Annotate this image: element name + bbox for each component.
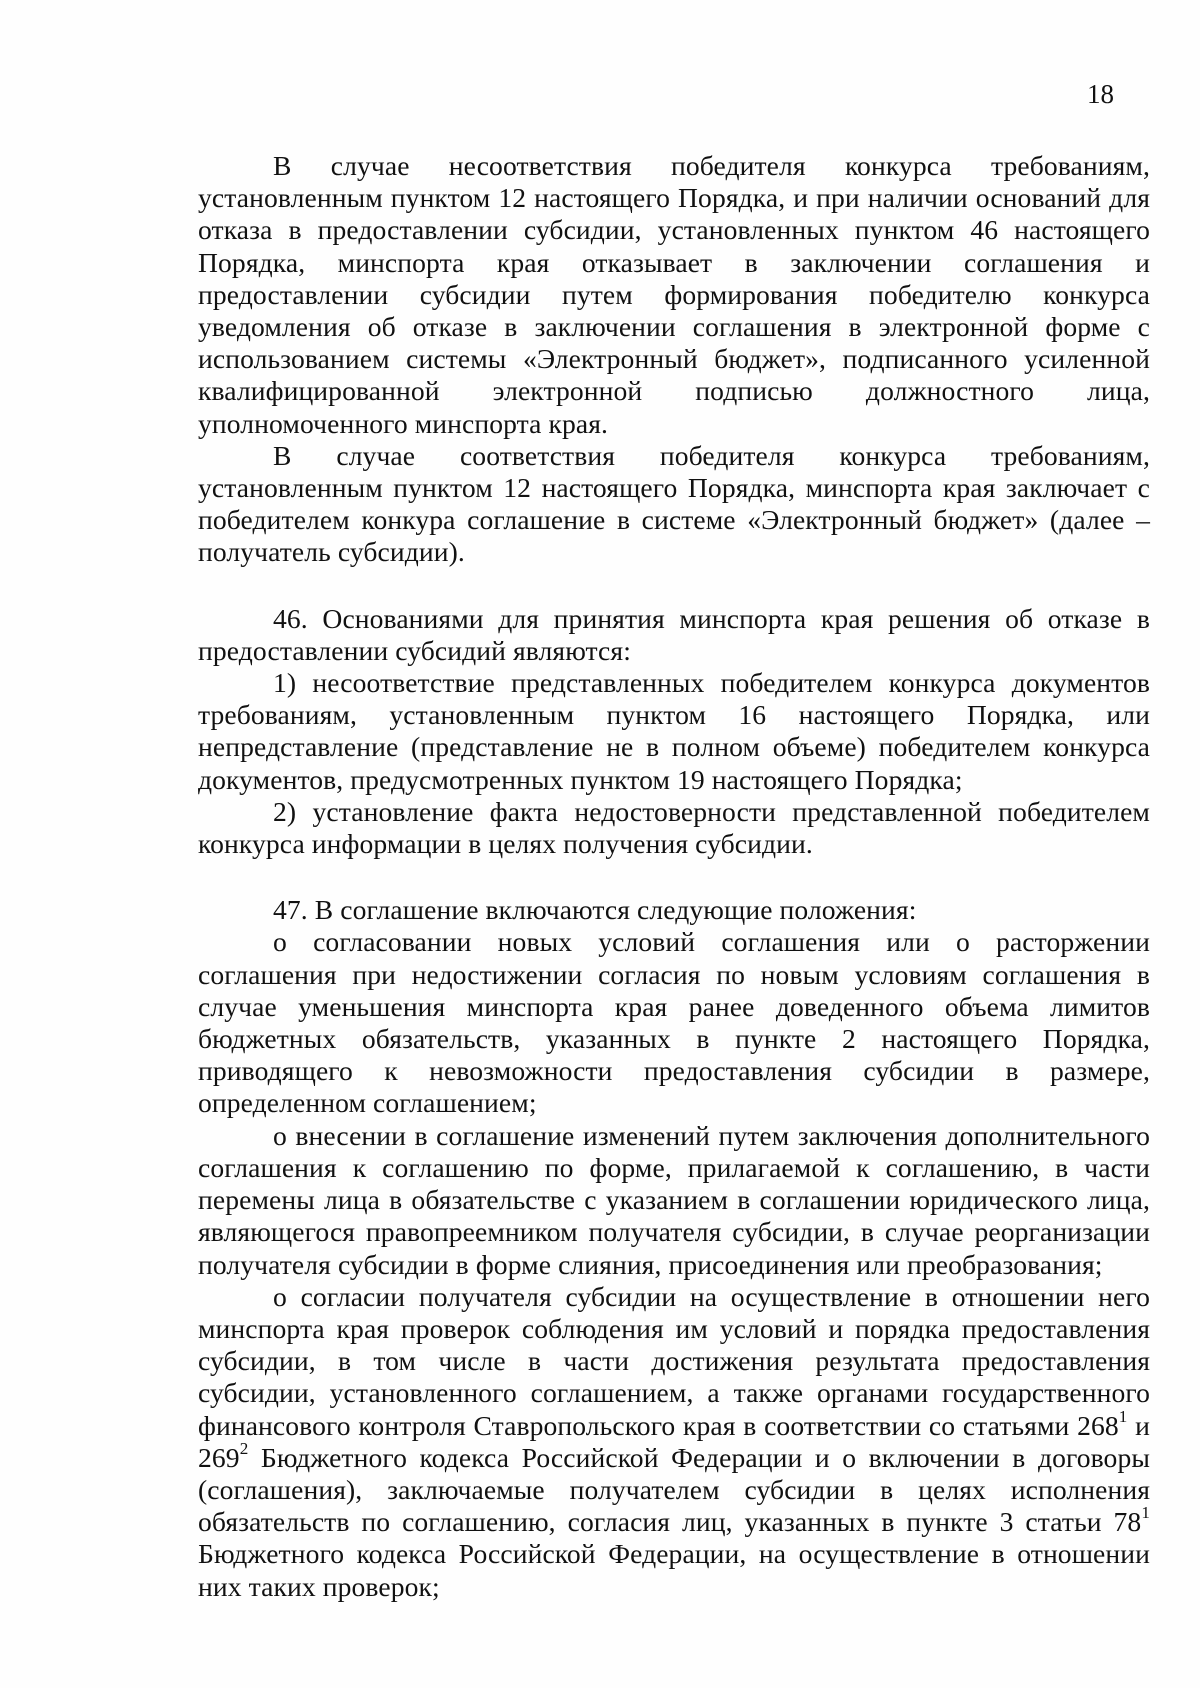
paragraph-clause-47-inspections [198, 1281, 1150, 1603]
superscript: 1 [1118, 1406, 1128, 1426]
paragraph-refusal-conditions: В случае несоответствия победителя конкурса требованиям, установленным пунктом 12 настоящего Порядка, и при наличии оснований для отказа в предоставлении субсидии, установленных пунктом 46 настоящего Порядка, минспорта края отказывает в заключении соглашения и предоставлении субсидии путем формирования победителю конкурса уведомления об отказе в заключении соглашения в электронной форме с использованием системы «Электронный бюджет», подписанного усиленной квалифицированной электронной подписью должностного лица, уполномоченного минспорта края. [198, 150, 1150, 439]
paragraph-clause-47-amendments: о внесении в соглашение изменений путем заключения дополнительного соглашения к соглашению по форме, прилагаемой к соглашению, в части перемены лица в обязательстве с указанием в соглашении юридического лица, являющегося правопреемником получателя субсидии, в случае реорганизации получателя субсидии в форме слияния, присоединения или преобразования; [198, 1119, 1150, 1280]
text-fragment: и 269 [198, 1409, 1150, 1473]
paragraph-clause-46-item-2: 2) установление факта недостоверности представленной победителем конкурса информации в целях получения субсидии. [198, 795, 1150, 860]
paragraph-clause-46-item-1: 1) несоответствие представленных победителем конкурса документов требованиям, установленным пунктом 16 настоящего Порядка, или непредставление (представление не в полном объеме) победителем конкурса документов, предусмотренных пунктом 19 настоящего Порядка; [198, 667, 1150, 795]
page-number: 18 [1087, 79, 1114, 109]
section-spacer [198, 569, 1150, 603]
paragraph-clause-46: 46. Основаниями для принятия минспорта края решения об отказе в предоставлении субсидий являются: [198, 602, 1150, 666]
text-fragment: о согласии получателя субсидии на осуществление в отношении него минспорта края проверок соблюдения им условий и порядка предоставления субсидии, в том числе в части достижения результата предоставления субсидии, установленного соглашением, а также органами государственного финансового контроля Ставропольского края в соответствии со статьями 268 [198, 1280, 1150, 1441]
superscript: 2 [239, 1438, 249, 1458]
paragraph-clause-47-new-conditions: о согласовании новых условий соглашения или о расторжении соглашения при недостижении согласия по новым условиям соглашения в случае уменьшения минспорта края ранее доведенного объема лимитов бюджетных обязательств, указанных в пункте 2 настоящего Порядка, приводящего к невозможности предоставления субсидии в размере, определенном соглашением; [198, 926, 1150, 1119]
paragraph-agreement-conclusion: В случае соответствия победителя конкурса требованиям, установленным пунктом 12 настоящего Порядка, минспорта края заключает с победителем конкура соглашение в системе «Электронный бюджет» (далее – получатель субсидии). [198, 439, 1150, 568]
document-body [198, 150, 1150, 1603]
text-fragment: Бюджетного кодекса Российской Федерации, на осуществление в отношении них таких проверок; [198, 1538, 1150, 1602]
text-fragment: Бюджетного кодекса Российской Федерации и о включении в договоры (соглашения), заключаемые получателем субсидии в целях исполнения обязательств по соглашению, согласия лиц, указанных в пункте 3 статьи 78 [198, 1441, 1150, 1538]
section-spacer [198, 860, 1150, 894]
superscript: 1 [1141, 1503, 1150, 1523]
paragraph-clause-47: 47. В соглашение включаются следующие положения: [273, 894, 917, 926]
